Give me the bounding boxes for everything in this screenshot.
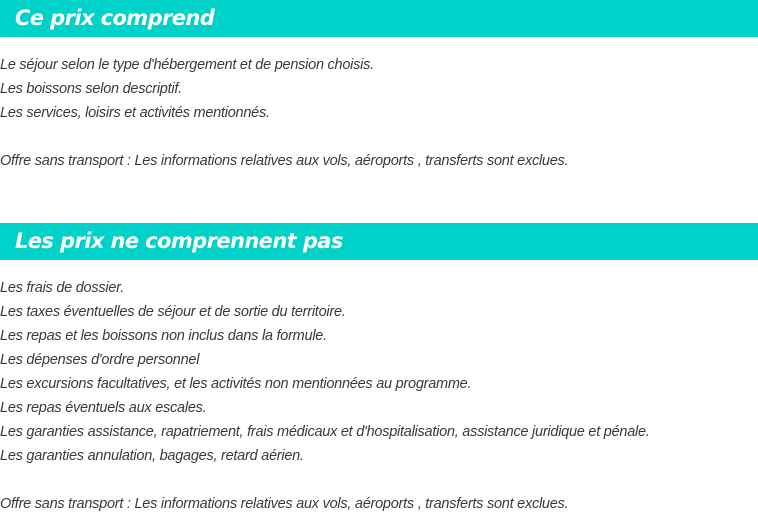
- excluded-item: Les repas et les boissons non inclus dans la formule.: [0, 328, 327, 344]
- excluded-transport-note: Offre sans transport : Les informations relatives aux vols, aéroports , transferts sont exclues.: [0, 496, 569, 512]
- excluded-item: Les dépenses d'ordre personnel: [0, 352, 200, 368]
- included-item: Les services, loisirs et activités mentionnés.: [0, 105, 270, 121]
- included-heading: Ce prix comprend: [0, 0, 758, 37]
- excluded-list: [0, 276, 650, 468]
- excluded-item: Les excursions facultatives, et les activités non mentionnées au programme.: [0, 376, 472, 392]
- excluded-item: Les garanties assistance, rapatriement, frais médicaux et d'hospitalisation, assistance juridique et pénale.: [0, 424, 650, 440]
- excluded-item: Les garanties annulation, bagages, retard aérien.: [0, 448, 304, 464]
- included-item: Le séjour selon le type d'hébergement et de pension choisis.: [0, 57, 374, 73]
- included-transport-note: Offre sans transport : Les informations relatives aux vols, aéroports , transferts sont exclues.: [0, 153, 569, 169]
- excluded-heading: Les prix ne comprennent pas: [0, 223, 758, 260]
- excluded-item: Les taxes éventuelles de séjour et de sortie du territoire.: [0, 304, 346, 320]
- included-list: [0, 53, 374, 125]
- included-item: Les boissons selon descriptif.: [0, 81, 182, 97]
- excluded-item: Les repas éventuels aux escales.: [0, 400, 207, 416]
- excluded-item: Les frais de dossier.: [0, 280, 124, 296]
